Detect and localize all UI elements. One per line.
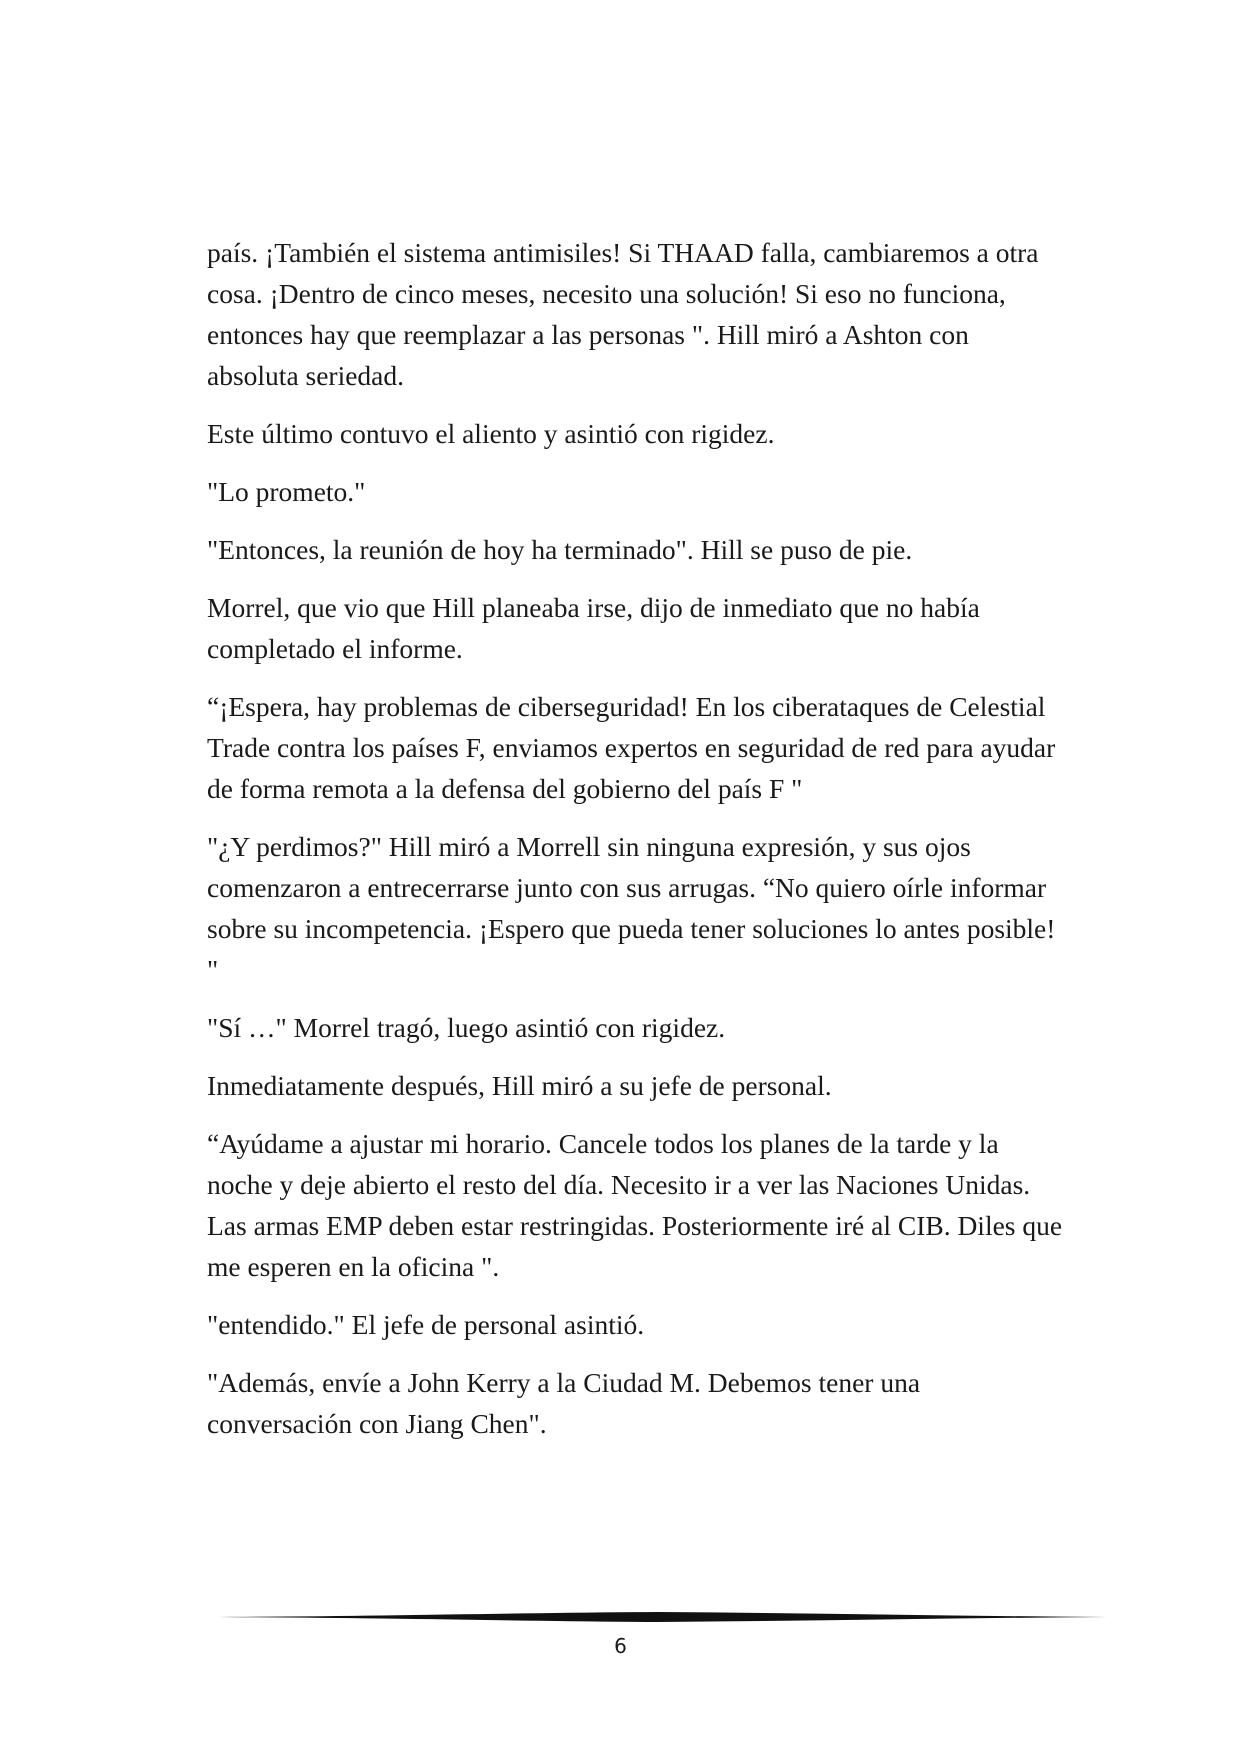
paragraph: “¡Espera, hay problemas de ciberseguridad! En los ciberataques de Celestial Trade contra los países F, enviamos expertos en seguridad de red para ayudar de forma remota a la defensa del gobierno del país F " [207,691,1056,804]
paragraph: "Entonces, la reunión de hoy ha terminado". Hill se puso de pie. [207,534,913,565]
paragraph: "entendido." El jefe de personal asintió. [207,1309,645,1340]
page-number: 6 [614,1634,627,1658]
footer-divider [207,1610,1107,1624]
paragraph: Este último contuvo el aliento y asintió con rigidez. [207,418,775,449]
paragraph: “Ayúdame a ajustar mi horario. Cancele todos los planes de la tarde y la noche y deje abierto el resto del día. Necesito ir a ver las Naciones Unidas. Las armas EMP deben estar restringidas. Posteriormente iré al CIB. Diles que me esperen en la oficina ". [207,1128,1063,1282]
paragraph: país. ¡También el sistema antimisiles! Si THAAD falla, cambiaremos a otra cosa. ¡Dentro de cinco meses, necesito una solución! Si eso no funciona, entonces hay que reemplazar a las personas ". Hill miró a Ashton con absoluta seriedad. [207,237,1039,391]
paragraph: "Sí …" Morrel tragó, luego asintió con rigidez. [207,1012,726,1043]
paragraph: Inmediatamente después, Hill miró a su jefe de personal. [207,1070,832,1101]
paragraph: "¿Y perdimos?" Hill miró a Morrell sin ninguna expresión, y sus ojos comenzaron a entrecerrarse junto con sus arrugas. “No quiero oírle informar sobre su incompetencia. ¡Espero que pueda tener soluciones lo antes posible! " [207,831,1056,985]
paragraph: Morrel, que vio que Hill planeaba irse, dijo de inmediato que no había completado el informe. [207,592,980,664]
body-text [207,232,1067,1461]
paragraph: "Además, envíe a John Kerry a la Ciudad M. Debemos tener una conversación con Jiang Chen". [207,1367,921,1439]
paragraph: "Lo prometo." [207,476,366,507]
